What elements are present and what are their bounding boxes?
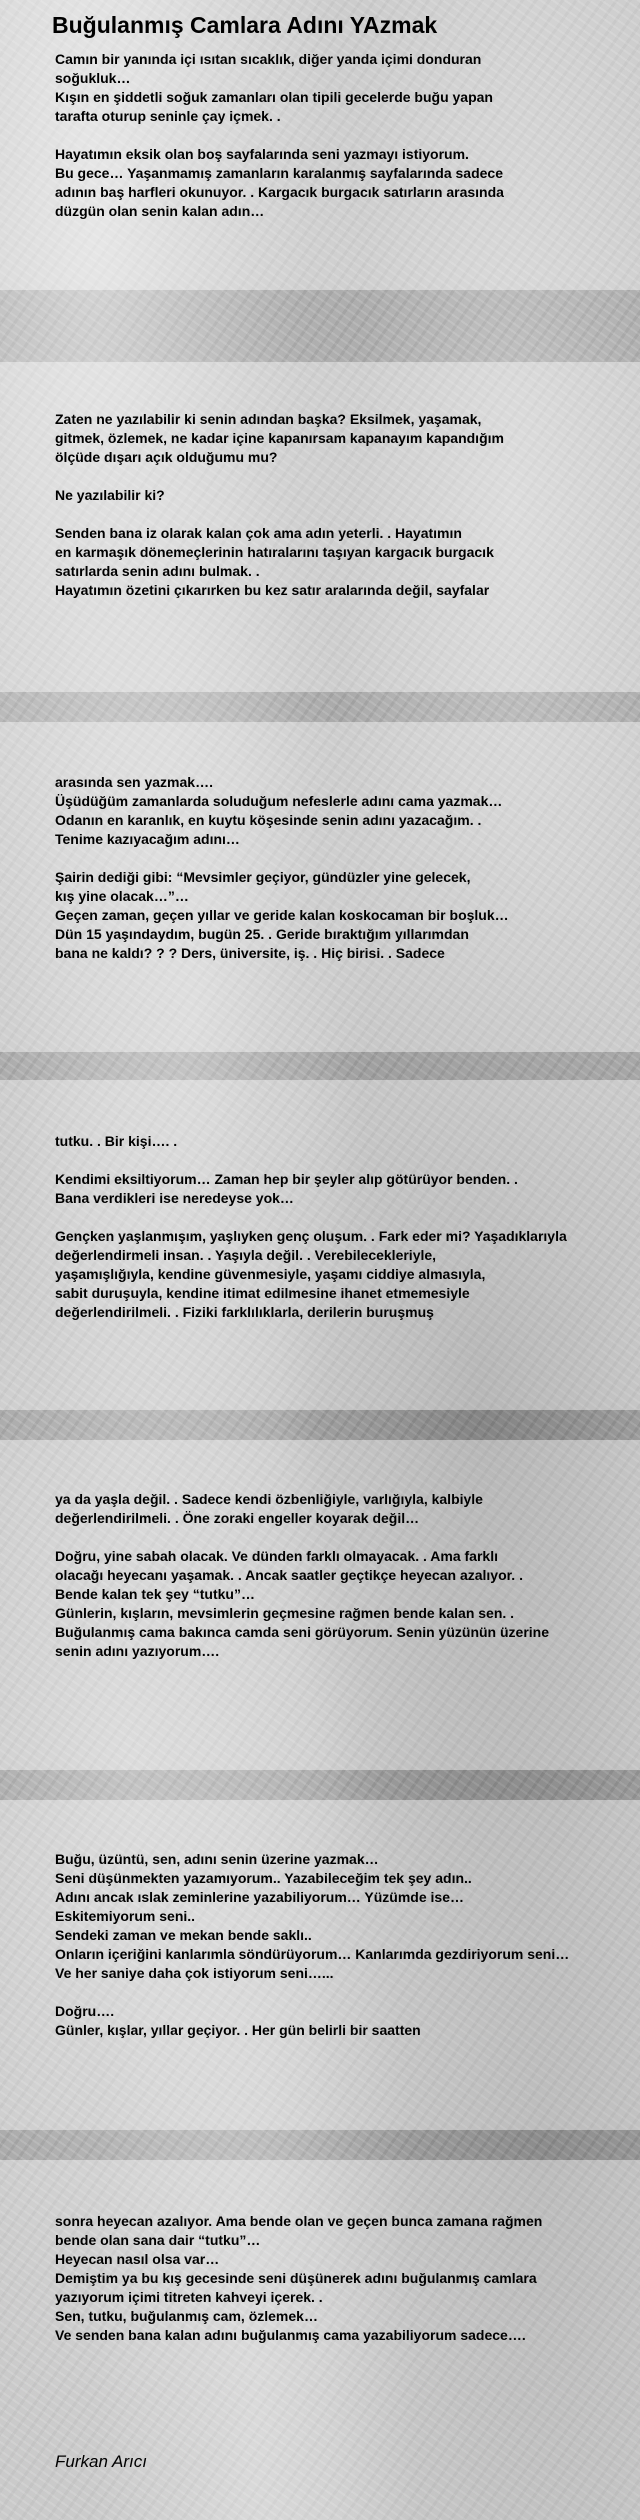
poem-line: ölçüde dışarı açık olduğumu mu? bbox=[55, 449, 278, 465]
stanza-gap bbox=[55, 505, 640, 524]
poem-line: Şairin dediği gibi: “Mevsimler geçiyor, gündüzler yine gelecek, bbox=[55, 869, 471, 885]
poem-section-4 bbox=[55, 1132, 640, 1322]
poem-line: Sen, tutku, buğulanmış cam, özlemek… bbox=[55, 2308, 318, 2324]
poem-line: satırlarda senin adını bulmak. . bbox=[55, 563, 260, 579]
poem-line: kış yine olacak…”… bbox=[55, 888, 189, 904]
poem-line: düzgün olan senin kalan adın… bbox=[55, 203, 265, 219]
poem-line: arasında sen yazmak…. bbox=[55, 774, 213, 790]
poem-line: yaşamışlığıyla, kendine güvenmesiyle, yaşamı ciddiye almasıyla, bbox=[55, 1266, 486, 1282]
poem-line: Kendimi eksiltiyorum… Zaman hep bir şeyler alıp götürüyor benden. . bbox=[55, 1171, 518, 1187]
poem-line: bana ne kaldı? ? ? Ders, üniversite, iş. . Hiç birisi. . Sadece bbox=[55, 945, 445, 961]
poem-section-3 bbox=[55, 773, 640, 963]
stanza-gap bbox=[55, 1208, 640, 1227]
poem-line: adının baş harfleri okunuyor. . Kargacık burgacık satırların arasında bbox=[55, 184, 504, 200]
poem-line: Sendeki zaman ve mekan bende saklı.. bbox=[55, 1927, 312, 1943]
poem-line: Buğu, üzüntü, sen, adını senin üzerine yazmak… bbox=[55, 1851, 379, 1867]
stanza-gap bbox=[55, 1151, 640, 1170]
author-signature: Furkan Arıcı bbox=[55, 2452, 147, 2471]
stanza-gap bbox=[55, 1983, 640, 2002]
poem-line: tarafta oturup seninle çay içmek. . bbox=[55, 108, 281, 124]
poem-line: yazıyorum içimi titreten kahveyi içerek. . bbox=[55, 2289, 323, 2305]
stanza-gap bbox=[55, 467, 640, 486]
poem-line: Hayatımın özetini çıkarırken bu kez satır aralarında değil, sayfalar bbox=[55, 582, 490, 598]
poem-line: Buğulanmış cama bakınca camda seni görüyorum. Senin yüzünün üzerine bbox=[55, 1624, 550, 1640]
poem-line: sabit duruşuyla, kendine itimat edilmesine ihanet etmemesiyle bbox=[55, 1285, 470, 1301]
stanza-gap bbox=[55, 1528, 640, 1547]
poem-line: değerlendirilmeli. . Fiziki farklılıklarla, derilerin buruşmuş bbox=[55, 1304, 434, 1320]
poem-section-2 bbox=[55, 410, 640, 600]
poem-line: Günler, kışlar, yıllar geçiyor. . Her gün belirli bir saatten bbox=[55, 2022, 421, 2038]
poem-section-1 bbox=[55, 50, 640, 221]
poem-line: senin adını yazıyorum…. bbox=[55, 1643, 220, 1659]
poem-line: Senden bana iz olarak kalan çok ama adın yeterli. . Hayatımın bbox=[55, 525, 462, 541]
poem-section-5 bbox=[55, 1490, 640, 1661]
poem-line: Üşüdüğüm zamanlarda soluduğum nefeslerle adını cama yazmak… bbox=[55, 793, 503, 809]
poem-line: en karmaşık dönemeçlerinin hatıralarını taşıyan kargacık burgacık bbox=[55, 544, 494, 560]
poem-line: olacağı heyecanı yaşamak. . Ancak saatler geçtikçe heyecan azalıyor. . bbox=[55, 1567, 523, 1583]
poem-line: Tenime kazıyacağım adını… bbox=[55, 831, 240, 847]
poem-line: tutku. . Bir kişi…. . bbox=[55, 1133, 178, 1149]
poem-line: Bana verdikleri ise neredeyse yok… bbox=[55, 1190, 294, 1206]
poem-line: ya da yaşla değil. . Sadece kendi özbenliğiyle, varlığıyla, kalbiyle bbox=[55, 1491, 483, 1507]
poem-line: gitmek, özlemek, ne kadar içine kapanırsam kapanayım kapandığım bbox=[55, 430, 504, 446]
poem-line: Zaten ne yazılabilir ki senin adından başka? Eksilmek, yaşamak, bbox=[55, 411, 482, 427]
poem-line: Ne yazılabilir ki? bbox=[55, 487, 165, 503]
poem-section-7 bbox=[55, 2212, 640, 2345]
poem-line: Bu gece… Yaşanmamış zamanların karalanmış sayfalarında sadece bbox=[55, 165, 503, 181]
poem-line: değerlendirmeli insan. . Yaşıyla değil. . Verebilecekleriyle, bbox=[55, 1247, 437, 1263]
poem-line: Günlerin, kışların, mevsimlerin geçmesine rağmen bende kalan sen. . bbox=[55, 1605, 515, 1621]
poem-line: soğukluk… bbox=[55, 70, 131, 86]
poem-line: değerlendirilmeli. . Öne zoraki engeller koyarak değil… bbox=[55, 1510, 420, 1526]
poem-line: Demiştim ya bu kış gecesinde seni düşünerek adını buğulanmış camlara bbox=[55, 2270, 537, 2286]
poem-line: Onların içeriğini kanlarımla söndürüyorum… Kanlarımda gezdiriyorum seni… bbox=[55, 1946, 570, 1962]
poem-line: Doğru…. bbox=[55, 2003, 115, 2019]
poem-line: Bende kalan tek şey “tutku”… bbox=[55, 1586, 255, 1602]
poem-line: Eskitemiyorum seni.. bbox=[55, 1908, 196, 1924]
poem-line: Ve her saniye daha çok istiyorum seni…... bbox=[55, 1965, 334, 1981]
stanza-gap bbox=[55, 849, 640, 868]
poem-line: Geçen zaman, geçen yıllar ve geride kalan koskocaman bir boşluk… bbox=[55, 907, 509, 923]
poem-line: Ve senden bana kalan adını buğulanmış cama yazabiliyorum sadece…. bbox=[55, 2327, 526, 2343]
poem-line: Heyecan nasıl olsa var… bbox=[55, 2251, 220, 2267]
poem-line: Seni düşünmekten yazamıyorum.. Yazabileceğim tek şey adın.. bbox=[55, 1870, 472, 1886]
poem-line: sonra heyecan azalıyor. Ama bende olan ve geçen bunca zamana rağmen bbox=[55, 2213, 543, 2229]
poem-line: Camın bir yanında içi ısıtan sıcaklık, diğer yanda içimi donduran bbox=[55, 51, 482, 67]
poem-section-6 bbox=[55, 1850, 640, 2040]
poem-line: Gençken yaşlanmışım, yaşlıyken genç oluşum. . Fark eder mi? Yaşadıklarıyla bbox=[55, 1228, 567, 1244]
poem-line: Hayatımın eksik olan boş sayfalarında seni yazmayı istiyorum. bbox=[55, 146, 469, 162]
poem-line: bende olan sana dair “tutku”… bbox=[55, 2232, 261, 2248]
stanza-gap bbox=[55, 126, 640, 145]
page-title: Buğulanmış Camlara Adını YAzmak bbox=[52, 12, 438, 38]
poem-line: Dün 15 yaşındaydım, bugün 25. . Geride bıraktığım yıllarımdan bbox=[55, 926, 469, 942]
poem-line: Odanın en karanlık, en kuytu köşesinde senin adını yazacağım. . bbox=[55, 812, 482, 828]
poem-line: Adını ancak ıslak zeminlerine yazabiliyorum… Yüzümde ise… bbox=[55, 1889, 464, 1905]
poem-line: Kışın en şiddetli soğuk zamanları olan tipili gecelerde buğu yapan bbox=[55, 89, 493, 105]
poem-line: Doğru, yine sabah olacak. Ve dünden farklı olmayacak. . Ama farklı bbox=[55, 1548, 498, 1564]
